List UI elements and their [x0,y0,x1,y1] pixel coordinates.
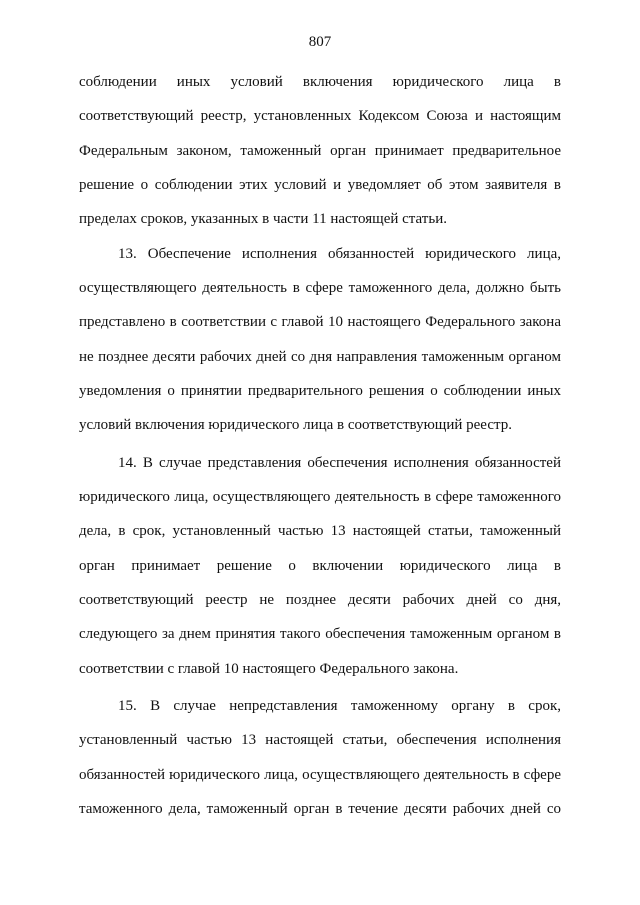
text-line: юридического лица, осуществляющего деятельность в сфере таможенного [79,489,561,505]
text-line: представлено в соответствии с главой 10 настоящего Федерального закона [79,314,561,330]
text-line: орган принимает решение о включении юридического лица в [79,558,561,574]
text-line: Федеральным законом, таможенный орган принимает предварительное [79,143,561,159]
text-line: обязанностей юридического лица, осуществляющего деятельность в сфере [79,767,561,783]
paragraph-14-first-line: 14. В случае представления обеспечения исполнения обязанностей [118,455,561,471]
text-line: соответствующий реестр, установленных Кодексом Союза и настоящим [79,108,561,124]
text-line: пределах сроков, указанных в части 11 настоящей статьи. [79,211,447,227]
text-line: осуществляющего деятельность в сфере таможенного дела, должно быть [79,280,561,296]
text-line: условий включения юридического лица в соответствующий реестр. [79,417,512,433]
text-line: следующего за днем принятия такого обеспечения таможенным органом в [79,626,561,642]
text-line: соответствии с главой 10 настоящего Федерального закона. [79,661,459,677]
paragraph-15-first-line: 15. В случае непредставления таможенному органу в срок, [118,698,561,714]
text-line: дела, в срок, установленный частью 13 настоящей статьи, таможенный [79,523,561,539]
text-line: таможенного дела, таможенный орган в течение десяти рабочих дней со [79,801,561,817]
text-line: соответствующий реестр не позднее десяти рабочих дней со дня, [79,592,561,608]
text-line: уведомления о принятии предварительного решения о соблюдении иных [79,383,561,399]
text-line: не позднее десяти рабочих дней со дня направления таможенным органом [79,349,561,365]
paragraph-13-first-line: 13. Обеспечение исполнения обязанностей юридического лица, [118,246,561,262]
text-line: установленный частью 13 настоящей статьи, обеспечения исполнения [79,732,561,748]
text-line: соблюдении иных условий включения юридического лица в [79,74,561,90]
text-line: решение о соблюдении этих условий и уведомляет об этом заявителя в [79,177,561,193]
page-number: 807 [308,34,332,50]
